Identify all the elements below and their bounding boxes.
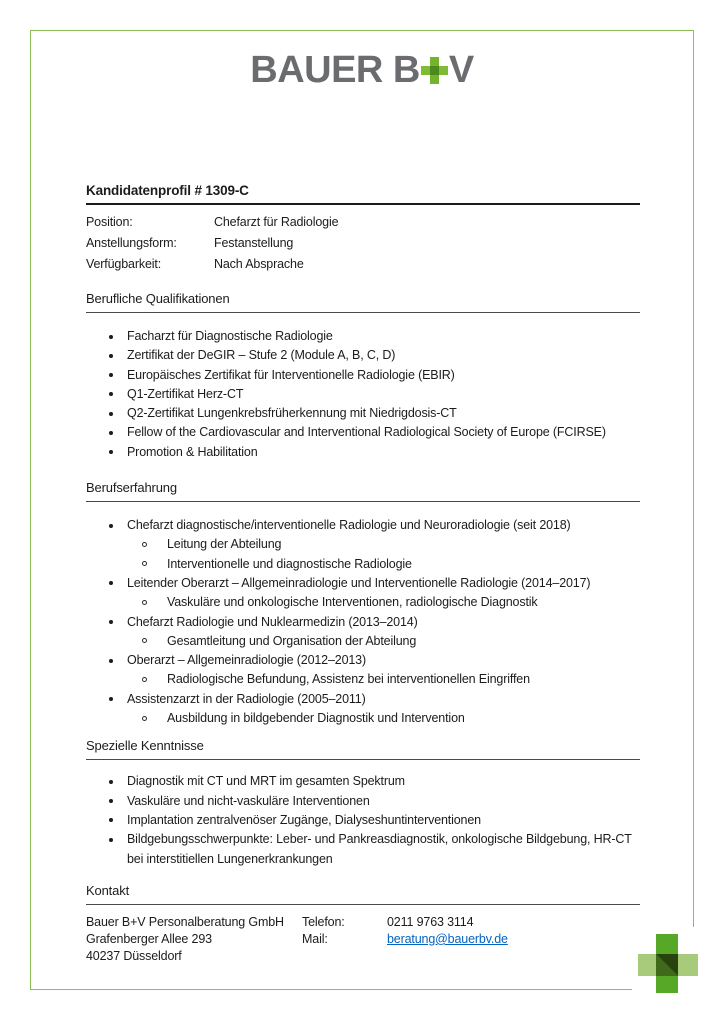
list-item: Facharzt für Diagnostische Radiologie <box>86 327 640 346</box>
contact-street: Grafenberger Allee 293 <box>86 931 212 946</box>
info-row <box>86 233 640 254</box>
list-item: Gesamtleitung und Organisation der Abteilung <box>86 632 640 651</box>
skills-list <box>86 772 640 868</box>
list-item: Q2-Zertifikat Lungenkrebsfrüherkennung mit Niedrigdosis-CT <box>86 404 640 423</box>
phone-label: Telefon: <box>302 914 345 929</box>
info-label: Anstellungsform: <box>86 236 177 250</box>
section-heading-contact: Kontakt <box>86 883 640 905</box>
experience-list <box>86 516 640 728</box>
info-label: Position: <box>86 215 133 229</box>
section-heading-qualifications: Berufliche Qualifikationen <box>86 291 640 313</box>
list-item: Bildgebungsschwerpunkte: Leber- und Pankreasdiagnostik, onkologische Bildgebung, HR-CT bei interstitiellen Lungenerkrankungen <box>86 830 640 869</box>
list-item: Leitender Oberarzt – Allgemeinradiologie und Interventionelle Radiologie (2014–2017) <box>86 574 640 593</box>
section-heading-experience: Berufserfahrung <box>86 480 640 502</box>
logo-text-left: BAUER B <box>250 49 420 91</box>
list-item: Ausbildung in bildgebender Diagnostik und Intervention <box>86 709 640 728</box>
contact-city: 40237 Düsseldorf <box>86 948 182 963</box>
contact-company: Bauer B+V Personalberatung GmbH <box>86 914 284 929</box>
info-row <box>86 212 640 233</box>
list-item: Zertifikat der DeGIR – Stufe 2 (Module A, B, C, D) <box>86 346 640 365</box>
mail-label: Mail: <box>302 931 328 946</box>
info-value: Nach Absprache <box>214 257 304 271</box>
list-item: Diagnostik mit CT und MRT im gesamten Spektrum <box>86 772 640 791</box>
list-item: Europäisches Zertifikat für Interventionelle Radiologie (EBIR) <box>86 366 640 385</box>
document-title: Kandidatenprofil # 1309-C <box>86 182 640 205</box>
list-item: Promotion & Habilitation <box>86 443 640 462</box>
footer-cross-icon <box>638 934 698 994</box>
info-label: Verfügbarkeit: <box>86 257 162 271</box>
logo-text-right: V <box>448 49 474 91</box>
list-item: Vaskuläre und nicht-vaskuläre Interventionen <box>86 792 640 811</box>
candidate-info-table <box>86 212 640 275</box>
list-item: Assistenzarzt in der Radiologie (2005–2011) <box>86 690 640 709</box>
list-item: Q1-Zertifikat Herz-CT <box>86 385 640 404</box>
info-value: Chefarzt für Radiologie <box>214 215 339 229</box>
contact-block <box>86 914 640 965</box>
list-item: Fellow of the Cardiovascular and Interventional Radiological Society of Europe (FCIRSE) <box>86 423 640 442</box>
list-item: Chefarzt diagnostische/interventionelle Radiologie und Neuroradiologie (seit 2018) <box>86 516 640 535</box>
info-row <box>86 254 640 275</box>
document-content <box>86 0 640 965</box>
list-item: Oberarzt – Allgemeinradiologie (2012–2013) <box>86 651 640 670</box>
list-item: Chefarzt Radiologie und Nuklearmedizin (2013–2014) <box>86 613 640 632</box>
list-item: Implantation zentralvenöser Zugänge, Dialyseshuntinterventionen <box>86 811 640 830</box>
list-item: Interventionelle und diagnostische Radiologie <box>86 555 640 574</box>
list-item: Radiologische Befundung, Assistenz bei interventionellen Eingriffen <box>86 670 640 689</box>
phone-number: 0211 9763 3114 <box>387 914 474 929</box>
qualifications-list <box>86 327 640 462</box>
section-heading-skills: Spezielle Kenntnisse <box>86 738 640 760</box>
list-item: Leitung der Abteilung <box>86 535 640 554</box>
email-link[interactable]: beratung@bauerbv.de <box>387 931 508 946</box>
info-value: Festanstellung <box>214 236 294 250</box>
list-item: Vaskuläre und onkologische Interventionen, radiologische Diagnostik <box>86 593 640 612</box>
